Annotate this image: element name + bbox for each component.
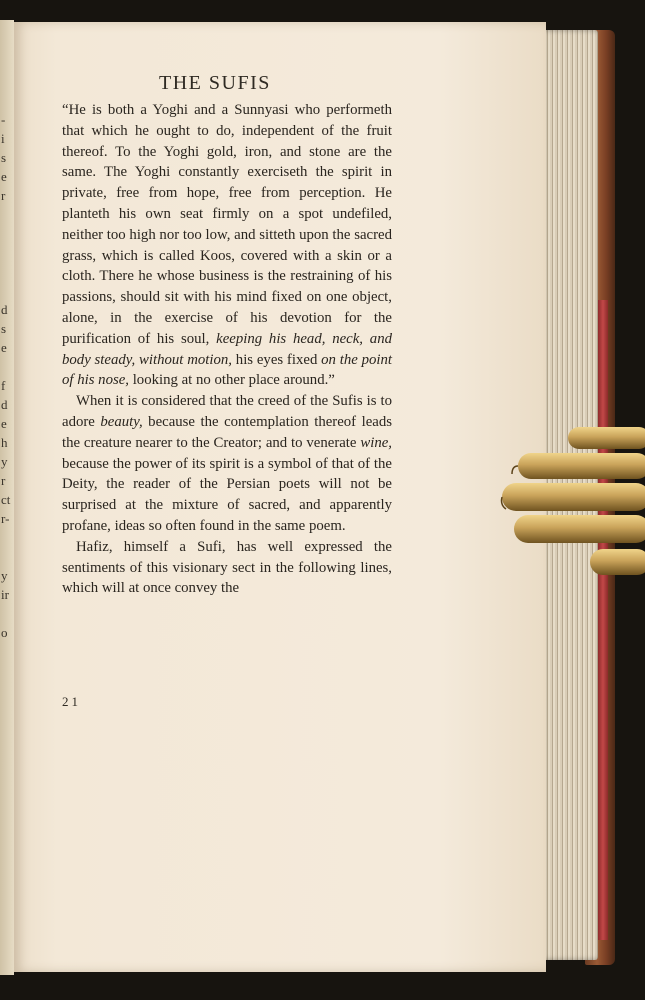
creed-italic-wine: wine,	[360, 434, 392, 451]
paragraph-quote	[62, 100, 392, 391]
page-text	[62, 100, 392, 599]
margin-fragment: e	[1, 169, 7, 184]
margin-fragment: -	[1, 112, 6, 127]
ribbon-marker	[598, 300, 608, 940]
quote-italic-2: on the point of his nose,	[62, 351, 392, 389]
running-head: THE SUFIS	[159, 72, 271, 94]
margin-fragment	[1, 262, 13, 281]
margin-fragment: i	[1, 131, 5, 146]
margin-fragment: y	[1, 454, 8, 469]
margin-fragment	[1, 547, 13, 566]
page-number: 21	[62, 694, 81, 709]
paragraph-creed	[62, 391, 392, 537]
margin-fragment	[1, 243, 13, 262]
margin-fragment	[1, 604, 13, 623]
paragraph-hafiz: Hafiz, himself a Sufi, has well expressed the sentiments of this visionary sect in the following lines, which will at once convey the	[62, 538, 392, 597]
previous-page-edge	[0, 20, 14, 975]
quote-italic-1: keeping his head, neck, and body steady, without motion,	[62, 330, 392, 368]
margin-fragment	[1, 528, 13, 547]
margin-fragment: f	[1, 378, 6, 393]
margin-fragment: r	[1, 188, 6, 203]
margin-fragment: e	[1, 340, 7, 355]
margin-fragment	[1, 205, 13, 224]
margin-fragment: ct	[1, 492, 11, 507]
margin-fragment: y	[1, 568, 8, 583]
creed-text-2: because the contemplation thereof leads the creature nearer to the Creator; and to venerate	[62, 413, 392, 451]
margin-fragment: e	[1, 416, 7, 431]
margin-fragment: h	[1, 435, 8, 450]
brass-hand-page-holder	[500, 425, 645, 580]
creed-italic-beauty: beauty,	[100, 413, 143, 430]
margin-fragment	[1, 281, 13, 300]
margin-fragment: r-	[1, 511, 10, 526]
margin-fragment: d	[1, 397, 8, 412]
quote-text-3: looking at no other place around.”	[129, 372, 335, 389]
creed-text-1: When it is considered that the creed of the Sufis is to adore	[62, 393, 392, 430]
margin-fragment: s	[1, 150, 7, 165]
margin-fragment	[1, 224, 13, 243]
book-page	[14, 22, 546, 972]
margin-fragment: d	[1, 302, 8, 317]
margin-fragment: o	[1, 625, 8, 640]
margin-fragment	[1, 357, 13, 376]
creed-text-3: because the power of its spirit is a symbol of that of the Deity, the reader of the Persian poets will not be surprised at the mixture of sacred, and apparently profane, ideas so often found in the same poem.	[62, 455, 392, 534]
quote-text-2: his eyes fixed	[232, 351, 322, 368]
margin-fragment: ir	[1, 587, 9, 602]
quote-text-1: “He is both a Yoghi and a Sunnyasi who performeth that which he ought to do, independent of the fruit thereof. To the Yoghi gold, iron, and stone are the same. The Yoghi constantly exerciseth the spirit in private, free from hope, free from perception. He planteth his own seat firmly on a spot undefiled, neither too high nor too low, and sitteth upon the sacred grass, which is called Koos, covered with a skin or a cloth. There he whose business is the restraining of his passions, should sit with his mind fixed on one object, alone, in the exercise of his devotion for the purification of his soul,	[62, 102, 392, 347]
margin-fragment: s	[1, 321, 7, 336]
margin-fragment: r	[1, 473, 6, 488]
previous-page-margin-text	[1, 110, 13, 750]
